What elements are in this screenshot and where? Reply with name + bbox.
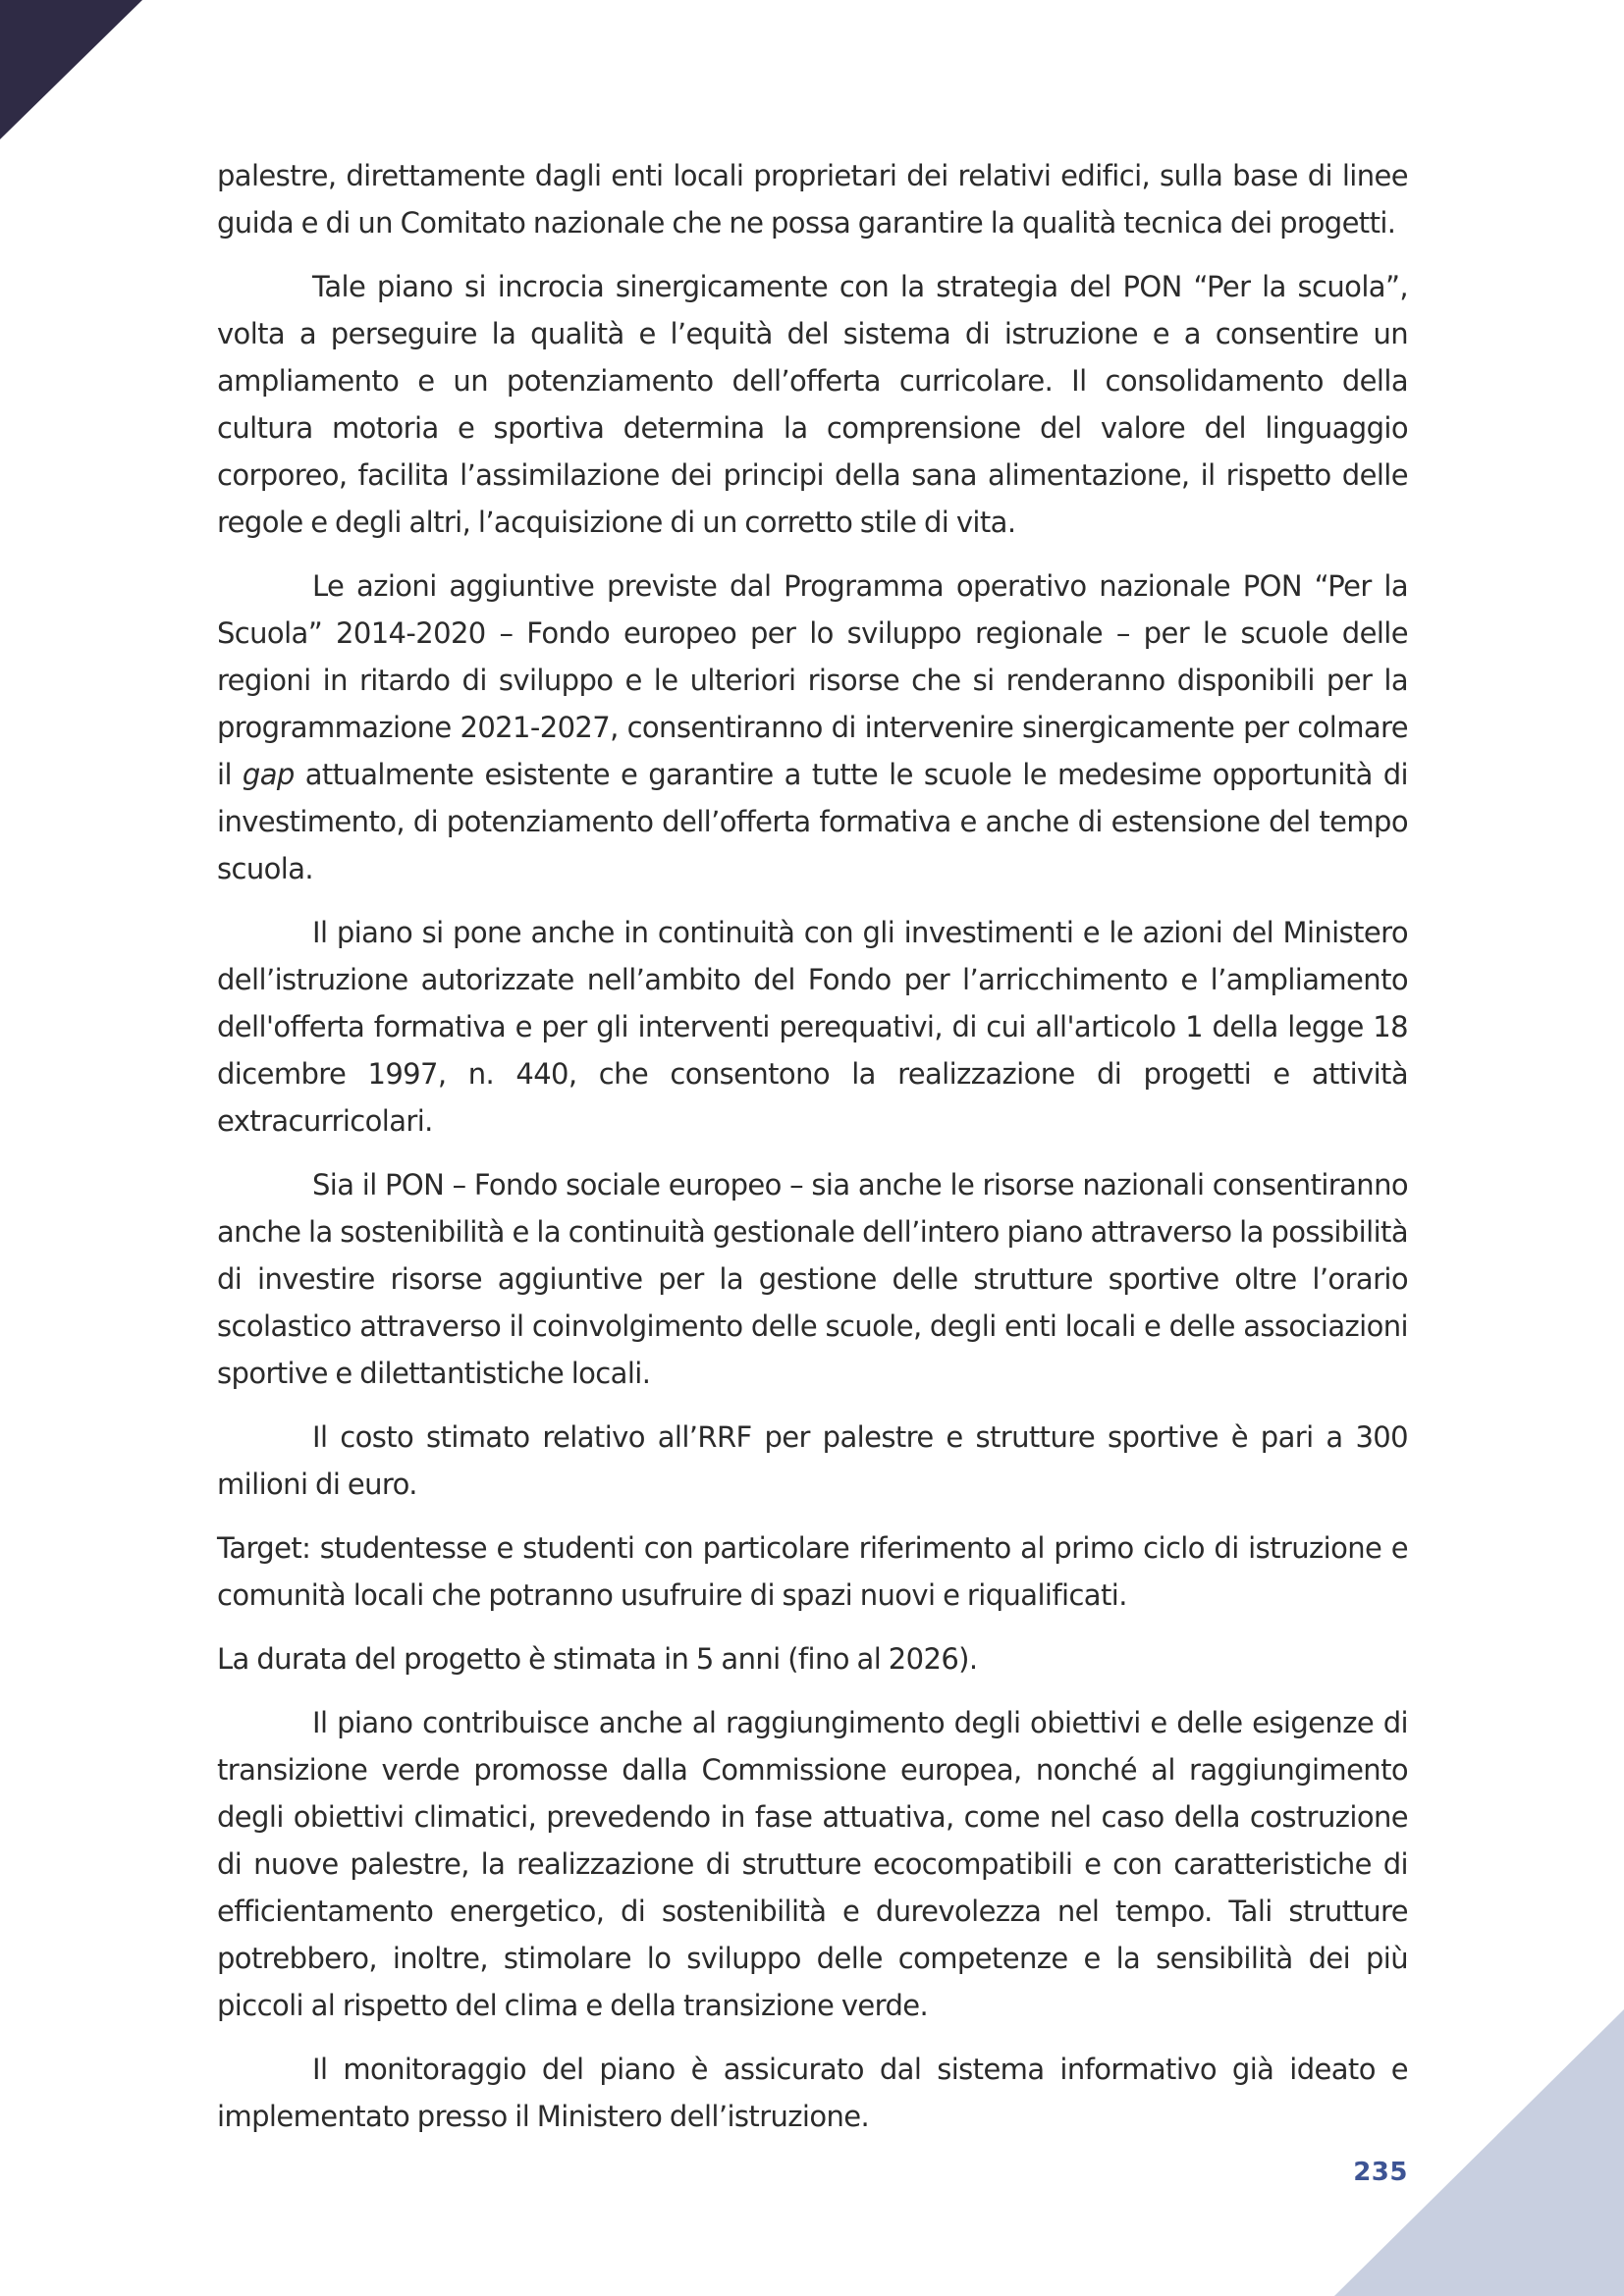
paragraph-3-text-after: attualmente esistente e garantire a tutte le scuole le medesime opportunità di investimento, di potenziamento dell’offerta formativa e anche di estensione del tempo scuola. [217,758,1408,885]
paragraph-target: Target: studentesse e studenti con particolare riferimento al primo ciclo di istruzione e comunità locali che potranno usufruire di spazi nuovi e riqualificati. [217,1531,1408,1612]
paragraph-3-text-before: Le azioni aggiuntive previste dal Programma operativo nazionale PON “Per la Scuola” 2014-2020 – Fondo europeo per lo sviluppo regionale – per le scuole delle regioni in ritardo di sviluppo e le ulteriori risorse che si renderanno disponibili per la programmazione 2021-2027, consentiranno di intervenire sinergicamente per colmare il [217,569,1408,791]
paragraph-1: palestre, direttamente dagli enti locali proprietari dei relativi edifici, sulla base di linee guida e di un Comitato nazionale che ne possa garantire la qualità tecnica dei progetti. [217,159,1408,240]
paragraph-3-italic-term: gap [242,758,295,791]
paragraph-duration: La durata del progetto è stimata in 5 anni (fino al 2026). [217,1642,978,1676]
paragraph-10: Il monitoraggio del piano è assicurato dal sistema informativo già ideato e implementato presso il Ministero dell’istruzione. [217,2053,1408,2133]
bottom-right-corner-decoration [1334,2009,1624,2296]
paragraph-6: Il costo stimato relativo all’RRF per palestre e strutture sportive è pari a 300 milioni di euro. [217,1420,1408,1501]
paragraph-5: Sia il PON – Fondo sociale europeo – sia anche le risorse nazionali consentiranno anche la sostenibilità e la continuità gestionale dell’intero piano attraverso la possibilità di investire risorse aggiuntive per la gestione delle strutture sportive oltre l’orario scolastico attraverso il coinvolgimento delle scuole, degli enti locali e delle associazioni sportive e dilettantistiche locali. [217,1168,1408,1390]
page-number: 235 [1353,2158,1408,2187]
paragraph-3 [217,562,1408,892]
paragraph-4: Il piano si pone anche in continuità con gli investimenti e le azioni del Ministero dell’istruzione autorizzate nell’ambito del Fondo per l’arricchimento e l’ampliamento dell'offerta formativa e per gli interventi perequativi, di cui all'articolo 1 della legge 18 dicembre 1997, n. 440, che consentono la realizzazione di progetti e attività extracurricolari. [217,916,1408,1138]
top-left-corner-decoration [0,0,142,139]
paragraph-2: Tale piano si incrocia sinergicamente con la strategia del PON “Per la scuola”, volta a perseguire la qualità e l’equità del sistema di istruzione e a consentire un ampliamento e un potenziamento dell’offerta curricolare. Il consolidamento della cultura motoria e sportiva determina la comprensione del valore del linguaggio corporeo, facilita l’assimilazione dei principi della sana alimentazione, il rispetto delle regole e degli altri, l’acquisizione di un corretto stile di vita. [217,270,1408,539]
paragraph-9: Il piano contribuisce anche al raggiungimento degli obiettivi e delle esigenze di transizione verde promosse dalla Commissione europea, nonché al raggiungimento degli obiettivi climatici, prevedendo in fase attuativa, come nel caso della costruzione di nuove palestre, la realizzazione di strutture ecocompatibili e con caratteristiche di efficientamento energetico, di sostenibilità e durevolezza nel tempo. Tali strutture potrebbero, inoltre, stimolare lo sviluppo delle competenze e la sensibilità dei più piccoli al rispetto del clima e della transizione verde. [217,1706,1408,2022]
document-body [217,152,1408,2157]
